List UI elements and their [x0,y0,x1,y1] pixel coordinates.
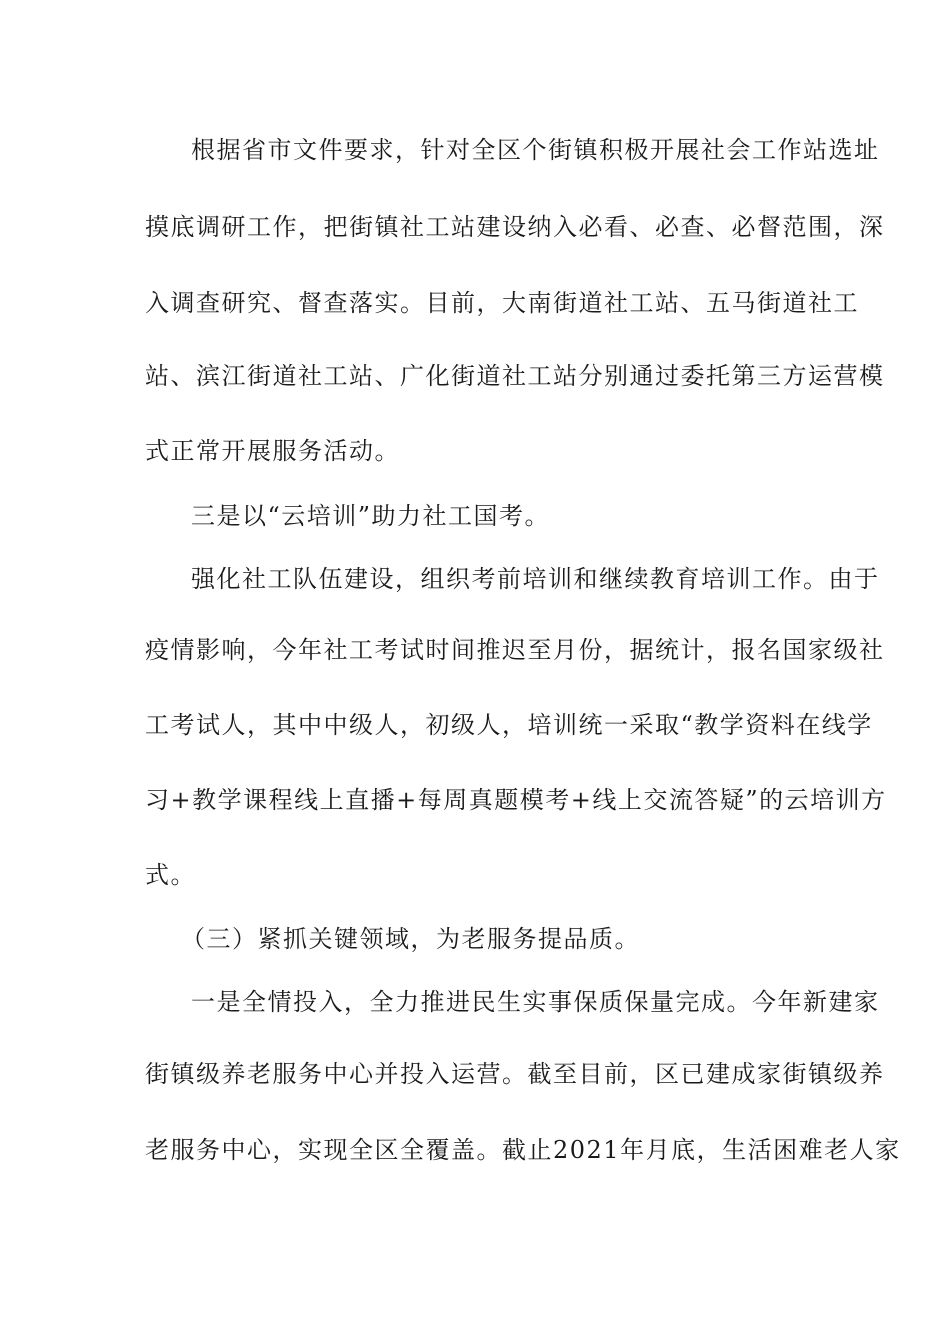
paragraph-line-8: 疫情影响，今年社工考试时间推迟至月份，据统计，报名国家级社 [145,636,885,664]
paragraph-line-11: 式。 [145,861,196,889]
paragraph-line-4: 站、滨江街道社工站、广化街道社工站分别通过委托第三方运营模 [145,362,885,390]
section-heading-cloud-training: 三是以“云培训”助力社工国考。 [191,502,551,530]
paragraph-line-10: 习+教学课程线上直播+每周真题模考+线上交流答疑”的云培训方 [145,786,887,814]
paragraph-line-7: 强化社工队伍建设，组织考前培训和继续教育培训工作。由于 [191,565,880,593]
paragraph-line-5: 式正常开展服务活动。 [145,437,400,465]
paragraph-line-2: 摸底调研工作，把街镇社工站建设纳入必看、必查、必督范围，深 [145,213,885,241]
paragraph-line-9: 工考试人，其中中级人，初级人，培训统一采取“教学资料在线学 [145,711,873,739]
paragraph-line-14: 街镇级养老服务中心并投入运营。截至目前，区已建成家街镇级养 [145,1060,885,1088]
paragraph-line-15: 老服务中心，实现全区全覆盖。截止2021年月底，生活困难老人家 [145,1136,901,1164]
section-heading-elderly-services: （三）紧抓关键领域，为老服务提品质。 [181,925,640,953]
paragraph-line-3: 入调查研究、督查落实。目前，大南街道社工站、五马街道社工 [145,289,859,317]
paragraph-line-13: 一是全情投入，全力推进民生实事保质保量完成。今年新建家 [191,988,880,1016]
paragraph-line-1: 根据省市文件要求，针对全区个街镇积极开展社会工作站选址 [191,136,880,164]
